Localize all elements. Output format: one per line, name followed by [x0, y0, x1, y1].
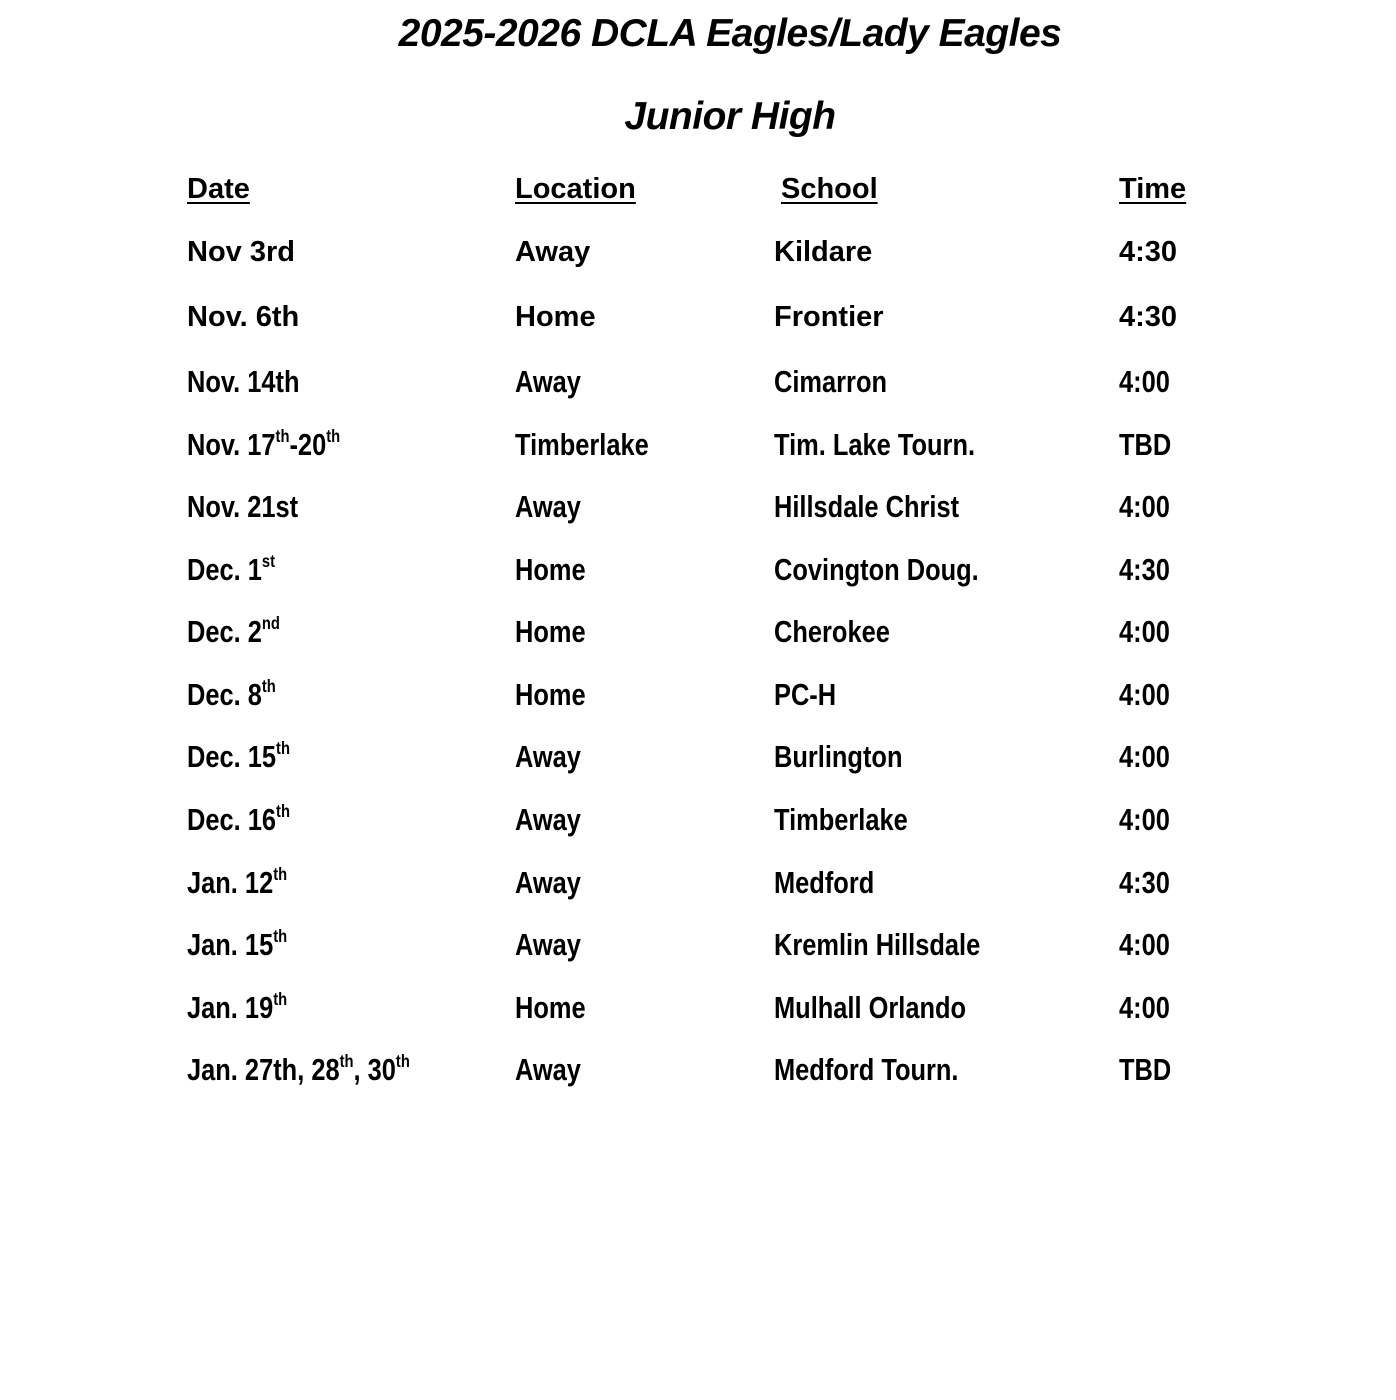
school-cell: Mulhall Orlando — [774, 990, 967, 1025]
header-date: Date — [187, 173, 250, 205]
table-row — [0, 865, 1396, 905]
date-cell — [187, 614, 280, 650]
date-text: Nov 3rd — [187, 236, 295, 268]
school-cell: Cherokee — [774, 614, 890, 649]
date-cell — [187, 552, 275, 588]
date-text: Nov. 6th — [187, 301, 300, 333]
time-cell: TBD — [1119, 1052, 1172, 1087]
date-text: -20 — [289, 427, 327, 462]
school-cell: Covington Doug. — [774, 552, 979, 587]
date-cell — [187, 739, 290, 775]
date-cell — [187, 364, 300, 400]
location-cell: Away — [515, 236, 591, 268]
date-suffix: th — [395, 1051, 410, 1072]
school-cell: Tim. Lake Tourn. — [774, 427, 976, 462]
date-suffix: th — [275, 426, 290, 447]
header-time: Time — [1119, 173, 1187, 205]
location-cell: Home — [515, 990, 586, 1025]
table-row — [0, 739, 1396, 779]
date-cell — [187, 802, 290, 838]
school-cell: Burlington — [774, 739, 903, 774]
date-suffix: th — [273, 989, 288, 1010]
date-text: Dec. 2 — [187, 614, 262, 649]
school-cell: Kildare — [774, 236, 873, 268]
location-cell: Away — [515, 489, 581, 524]
school-cell: Frontier — [774, 301, 884, 333]
table-row — [0, 677, 1396, 717]
location-cell: Away — [515, 364, 581, 399]
date-cell — [187, 301, 299, 334]
date-suffix: th — [276, 738, 290, 759]
time-cell: 4:00 — [1119, 990, 1170, 1025]
table-row — [0, 489, 1396, 529]
location-cell: Home — [515, 614, 586, 649]
time-cell: 4:00 — [1119, 739, 1170, 774]
date-suffix: th — [261, 676, 276, 697]
table-row — [0, 552, 1396, 592]
table-row — [0, 927, 1396, 967]
school-cell: PC-H — [774, 677, 837, 712]
date-text: Dec. 15 — [187, 739, 277, 774]
location-cell: Away — [515, 802, 581, 837]
table-row — [0, 364, 1396, 404]
date-cell — [187, 990, 287, 1026]
table-row — [0, 614, 1396, 654]
date-cell — [187, 427, 340, 463]
date-text: Dec. 16 — [187, 802, 277, 837]
date-text: Jan. 15 — [187, 927, 274, 962]
location-cell: Away — [515, 739, 581, 774]
page-subtitle: Junior High — [624, 95, 836, 138]
time-cell: 4:00 — [1119, 489, 1170, 524]
time-cell: 4:00 — [1119, 677, 1170, 712]
date-cell — [187, 1052, 410, 1088]
time-cell: 4:00 — [1119, 927, 1170, 962]
date-text: Dec. 8 — [187, 677, 262, 712]
time-cell: 4:30 — [1119, 236, 1178, 268]
table-row — [0, 990, 1396, 1030]
location-cell: Home — [515, 301, 596, 333]
date-cell — [187, 489, 298, 525]
date-text: Nov. 21st — [187, 489, 299, 524]
location-cell: Away — [515, 865, 581, 900]
location-cell: Timberlake — [515, 427, 649, 462]
time-cell: 4:00 — [1119, 802, 1170, 837]
school-cell: Timberlake — [774, 802, 908, 837]
date-cell — [187, 927, 287, 963]
school-cell: Kremlin Hillsdale — [774, 927, 981, 962]
header-school: School — [781, 173, 878, 205]
date-suffix: nd — [261, 613, 280, 634]
location-cell: Away — [515, 1052, 581, 1087]
date-suffix: th — [339, 1051, 354, 1072]
date-text: Jan. 27th, 28 — [187, 1052, 340, 1087]
header-location: Location — [515, 173, 636, 205]
time-cell: 4:30 — [1119, 865, 1170, 900]
date-suffix: th — [276, 801, 290, 822]
date-suffix: th — [273, 864, 288, 885]
school-cell: Hillsdale Christ — [774, 489, 960, 524]
table-row — [0, 236, 1396, 276]
date-text: , 30 — [353, 1052, 396, 1087]
location-cell: Home — [515, 677, 586, 712]
time-cell: 4:00 — [1119, 364, 1170, 399]
date-text: Nov. 17 — [187, 427, 276, 462]
date-cell — [187, 865, 287, 901]
date-text: Nov. 14th — [187, 364, 300, 399]
table-row — [0, 301, 1396, 341]
school-cell: Medford — [774, 865, 875, 900]
time-cell: TBD — [1119, 427, 1172, 462]
date-suffix: th — [273, 926, 288, 947]
table-row — [0, 1052, 1396, 1092]
location-cell: Home — [515, 552, 586, 587]
table-row — [0, 802, 1396, 842]
school-cell: Cimarron — [774, 364, 888, 399]
location-cell: Away — [515, 927, 581, 962]
time-cell: 4:00 — [1119, 614, 1170, 649]
date-text: Dec. 1 — [187, 552, 262, 587]
table-row — [0, 427, 1396, 467]
date-suffix: th — [326, 426, 341, 447]
page-title: 2025-2026 DCLA Eagles/Lady Eagles — [398, 12, 1062, 55]
date-suffix: st — [261, 551, 276, 572]
date-cell — [187, 677, 276, 713]
date-text: Jan. 12 — [187, 865, 274, 900]
date-cell — [187, 236, 295, 269]
school-cell: Medford Tourn. — [774, 1052, 959, 1087]
time-cell: 4:30 — [1119, 552, 1170, 587]
date-text: Jan. 19 — [187, 990, 274, 1025]
time-cell: 4:30 — [1119, 301, 1178, 333]
